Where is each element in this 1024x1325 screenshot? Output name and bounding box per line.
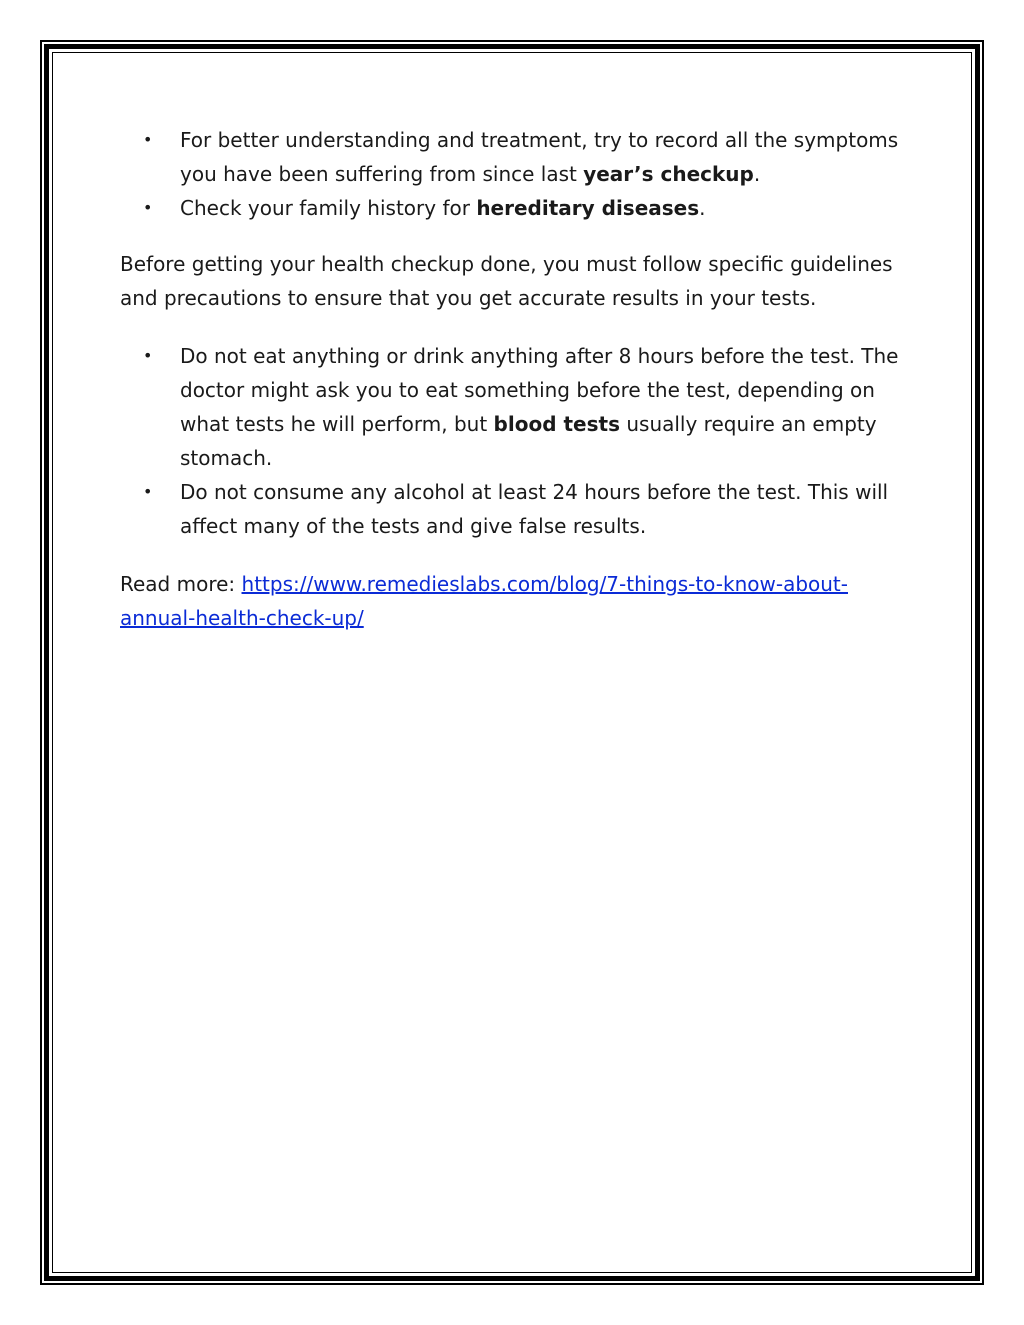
list-item-text: For better understanding and treatment, try to record all the symptoms you have been suffering from since last xyxy=(180,128,899,186)
list-item-text-end: . xyxy=(753,162,761,186)
guidelines-paragraph: Before getting your health checkup done, you must follow specific guidelines and precautions to ensure that you get accurate results in your tests. xyxy=(120,252,893,310)
list-item-text-end: usually require an empty stomach. xyxy=(180,412,877,470)
list-item xyxy=(120,191,900,225)
list-item-text: Do not eat anything or drink anything after 8 hours before the test. The doctor might ask you to eat something before the test, depending on what tests he will perform, but xyxy=(180,344,899,436)
emphasis-text: hereditary diseases xyxy=(476,196,700,220)
precautions-list xyxy=(120,339,900,543)
bullet-icon: • xyxy=(143,130,153,149)
article-link[interactable]: https://www.remedieslabs.com/blog/7-things-to-know-about-annual-health-check-up/ xyxy=(120,572,848,630)
list-item-text-end: . xyxy=(699,196,706,220)
list-item-text: Check your family history for xyxy=(180,196,477,220)
list-item-text: Do not consume any alcohol at least 24 hours before the test. This will affect many of the tests and give false results. xyxy=(180,480,889,538)
bullet-icon: • xyxy=(143,198,153,217)
emphasis-text: year’s checkup xyxy=(583,162,754,186)
list-item xyxy=(120,123,900,191)
emphasis-text: blood tests xyxy=(493,412,620,436)
list-item xyxy=(120,339,900,475)
list-item xyxy=(120,475,900,543)
read-more-label: Read more: xyxy=(120,572,242,596)
bullet-icon: • xyxy=(143,346,153,365)
symptoms-list xyxy=(120,123,900,225)
document-body xyxy=(120,120,900,635)
bullet-icon: • xyxy=(143,482,153,501)
read-more xyxy=(120,567,900,635)
